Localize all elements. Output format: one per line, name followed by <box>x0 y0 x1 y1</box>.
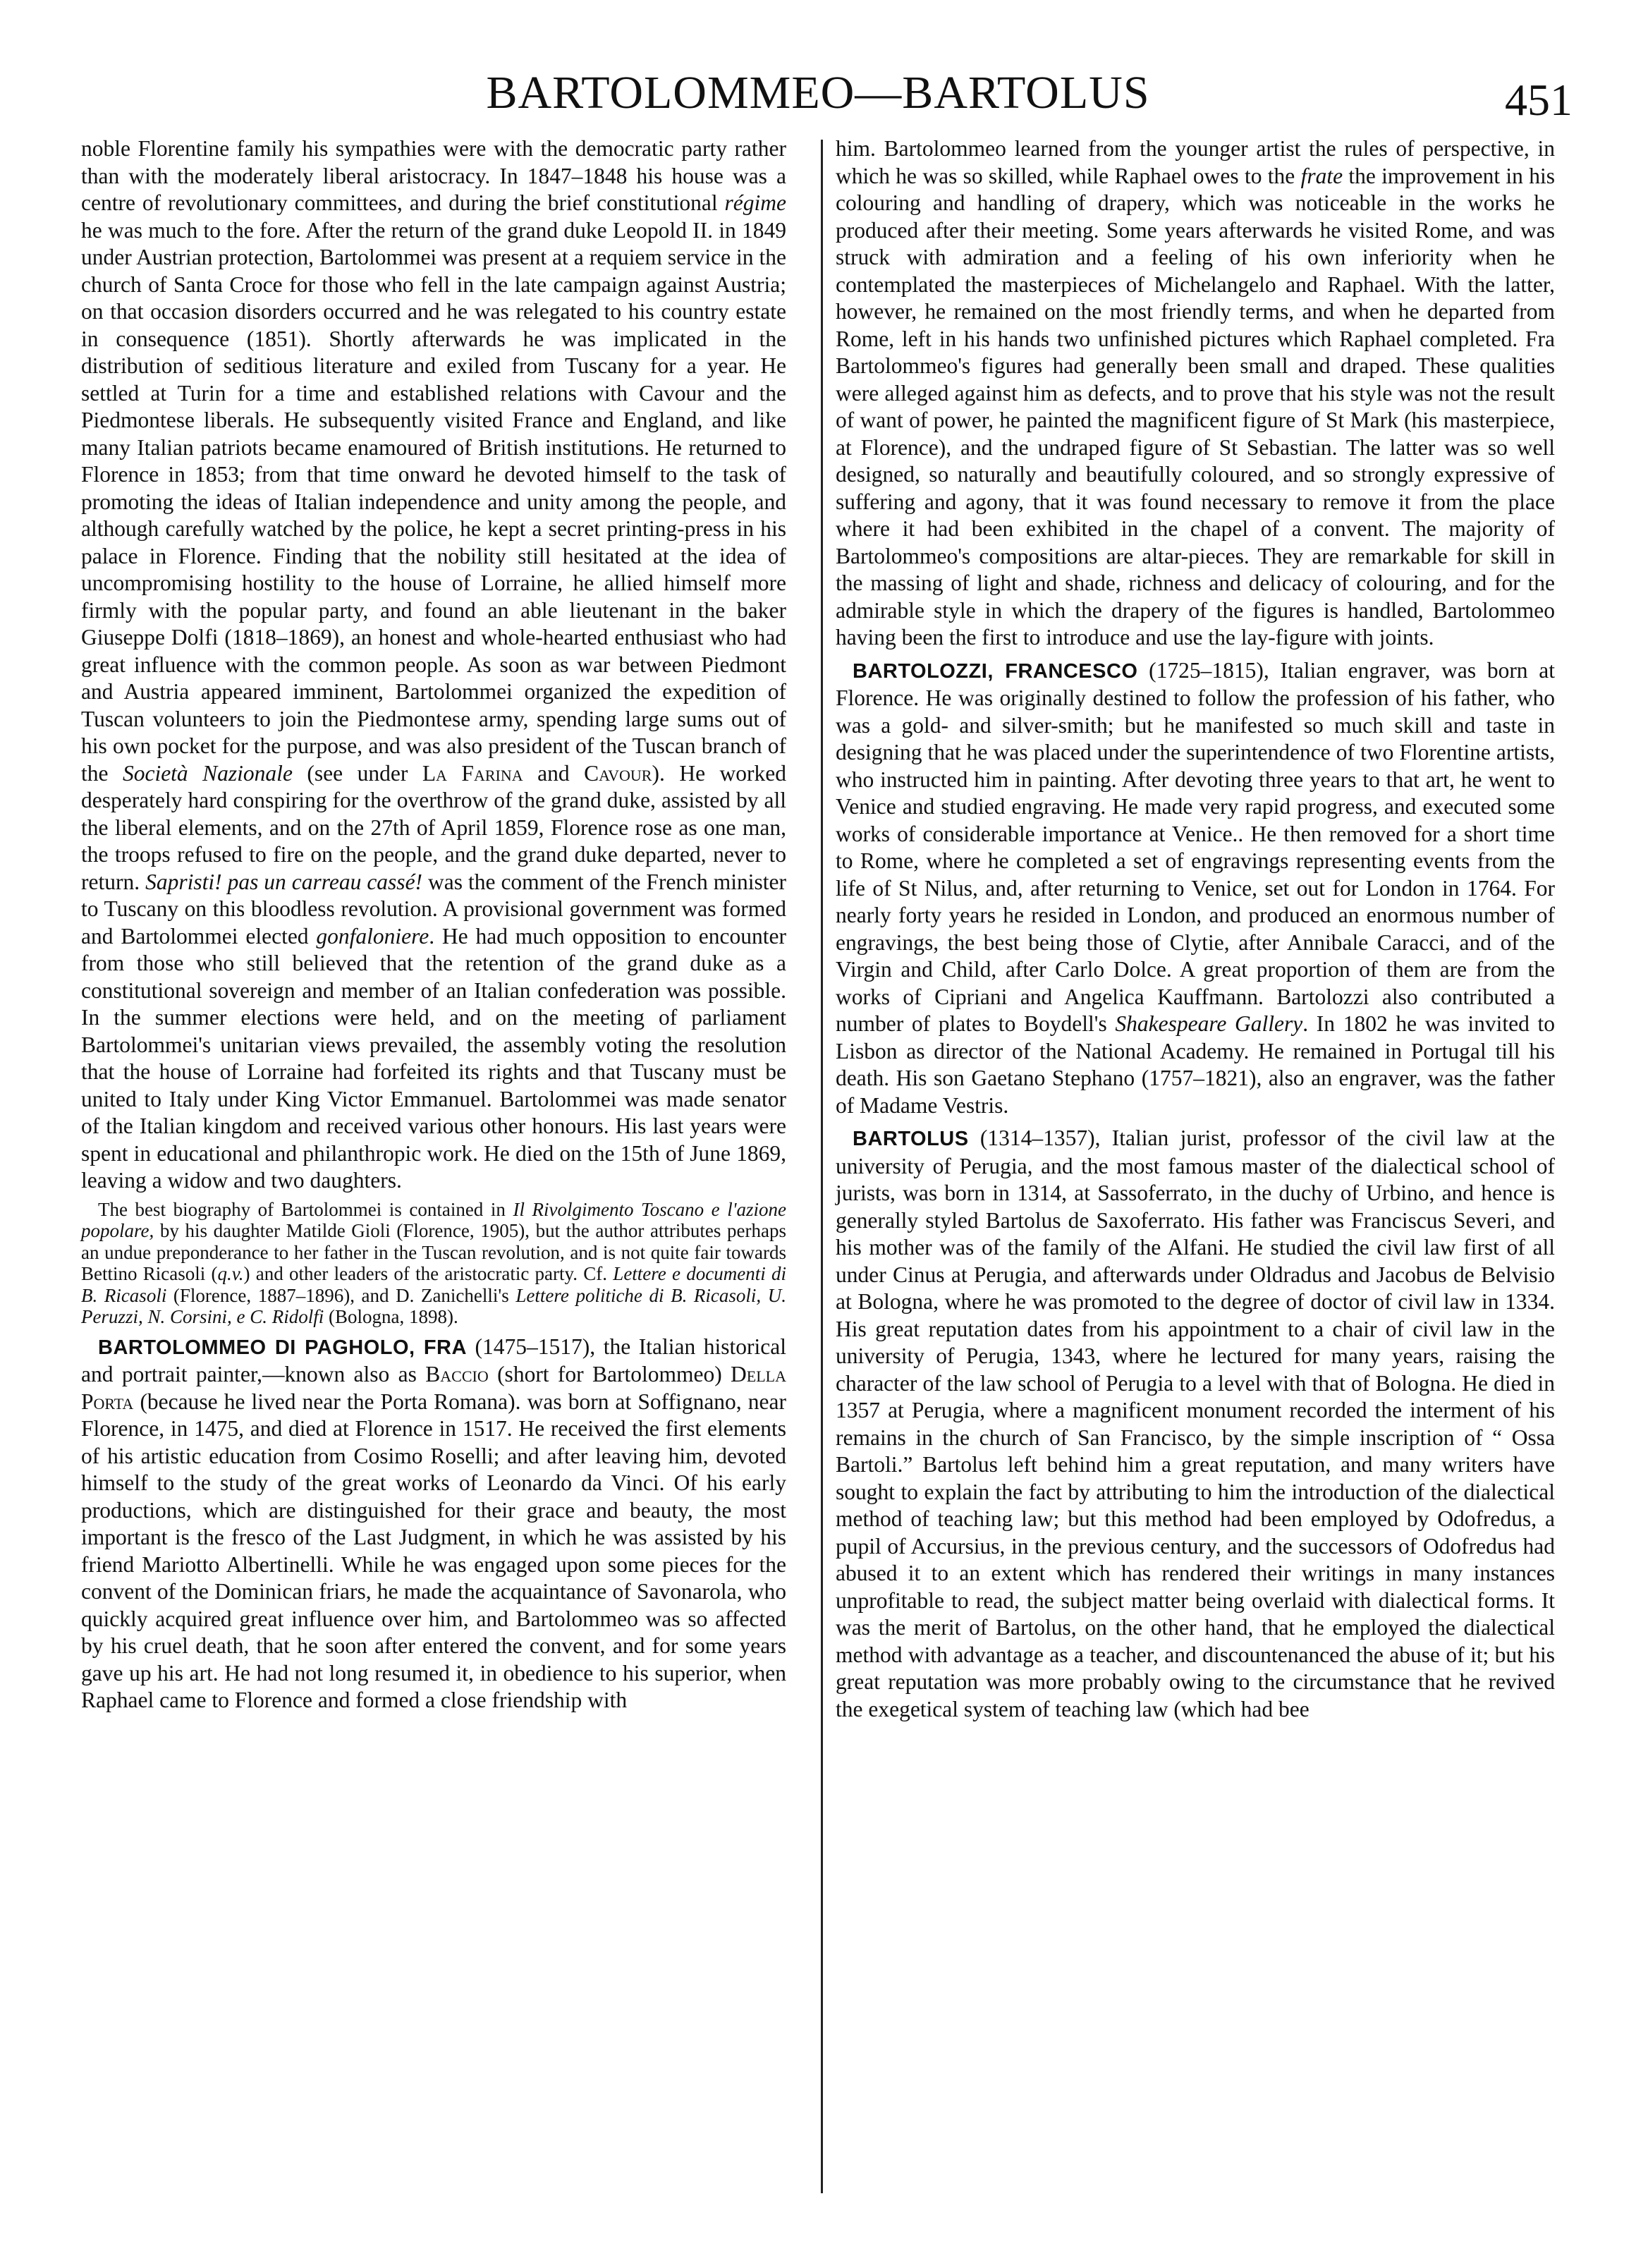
entry-bartolommeo: BARTOLOMMEO DI PAGHOLO, FRA (1475–1517), the Italian historical and portrait painter,—known also as Baccio (short for Bartolommeo) Della Porta (because he lived near the Porta Romana). was born at Soffignano, near Florence, in 1475, and died at Florence in 1517. He received the first elements of his artistic education from Cosimo Roselli; and after leaving him, devoted himself to the study of the great works of Leonardo da Vinci. Of his early productions, which are distinguished for their grace and beauty, the most important is the fresco of the Last Judgment, in which he was assisted by his friend Mariotto Albertinelli. While he was engaged upon some pieces for the convent of the Dominican friars, he made the acquaintance of Savonarola, who quickly acquired great influence over him, and Bartolommeo was so affected by his cruel death, that he soon after entered the convent, and for some years gave up his art. He had not long resumed it, in obedience to his superior, when Raphael came to Florence and formed a close friendship with <box>81 1334 787 1712</box>
entry-bartolozzi: BARTOLOZZI, FRANCESCO (1725–1815), Italian engraver, was born at Florence. He was originally destined to follow the profession of his father, who was a gold- and silver-smith; but he manifested so much skill and taste in designing that he was placed under the superintendence of two Florentine artists, who instructed him in painting. After devoting three years to that art, he went to Venice and studied engraving. He made very rapid progress, and executed some works of considerable importance at Venice.. He then removed for a short time to Rome, where he completed a set of engravings representing events from the life of St Nilus, and, after returning to Venice, set out for London in 1764. For nearly forty years he resided in London, and produced an enormous number of engravings, the best being those of Clytie, after Annibale Caracci, and of the Virgin and Child, after Carlo Dolce. A great proportion of them are from the works of Cipriani and Angelica Kauffmann. Bartolozzi also contributed a number of plates to Boydell's Shakespeare Gallery. In 1802 he was invited to Lisbon as director of the National Academy. He remained in Portugal till his death. His son Gaetano Stephano (1757–1821), also an engraver, was the father of Madame Vestris. <box>836 657 1556 1118</box>
bibliography-note: The best biography of Bartolommei is contained in Il Rivolgimento Toscano e l'azione popolare, by his daughter Matilde Gioli (Florence, 1905), but the author attributes perhaps an undue preponderance to her father in the Tuscan revolution, and is not quite fair towards Bettino Ricasoli (q.v.) and other leaders of the aristocratic party. Cf. Lettere e documenti di B. Ricasoli (Florence, 1887–1896), and D. Zanichelli's Lettere politiche di B. Ricasoli, U. Peruzzi, N. Corsini, e C. Ridolfi (Bologna, 1898). <box>81 1198 787 1327</box>
page-header <box>0 65 1636 125</box>
right-column <box>836 135 1555 1723</box>
entry-headword: BARTOLOZZI, FRANCESCO <box>853 659 1138 683</box>
entry-headword: BARTOLOMMEO DI PAGHOLO, FRA <box>98 1336 467 1359</box>
entry-bartolus: BARTOLUS (1314–1357), Italian jurist, professor of the civil law at the university of Perugia, and the most famous master of the dialectical school of jurists, was born in 1314, at Sassoferrato, in the duchy of Urbino, and hence is generally styled Bartolus de Saxoferrato. His father was Franciscus Severi, and his mother was of the family of the Alfani. He studied the civil law first of all under Cinus at Perugia, and afterwards under Oldradus and Jacobus de Belvisio at Bologna, where he was promoted to the degree of doctor of civil law in 1334. His great reputation dates from his appointment to a chair of civil law in the university of Perugia, 1343, where he lectured for many years, raising the character of the law school of Perugia to a level with that of Bologna. He died in 1357 at Perugia, where a magnificent monument recorded the interment of his remains in the church of San Francisco, by the simple inscription of “ Ossa Bartoli.” Bartolus left behind him a great reputation, and many writers have sought to explain the fact by attributing to him the introduction of the dialectical method of teaching law; but this method had been employed by Odofredus, a pupil of Accursius, in the previous century, and the successors of Odofredus had abused it to an extent which has rendered their writings in many instances unprofitable to read, the subject matter being overlaid with dialectical forms. It was the merit of Bartolus, on the other hand, that he employed the dialectical method with advantage as a teacher, and discountenanced the abuse of it; but his great reputation was more probably owing to the circumstance that he revived the exegetical system of teaching law (which had bee <box>836 1126 1555 1721</box>
page-number: 451 <box>1505 75 1573 125</box>
column-divider <box>821 140 823 2193</box>
entry-headword: BARTOLUS <box>853 1128 969 1150</box>
bartolommeo-continued: him. Bartolommeo learned from the younger artist the rules of perspective, in which he was so skilled, while Raphael owes to the frate the improvement in his colouring and handling of drapery, which was noticeable in the works he produced after their meeting. Some years afterwards he visited Rome, and was struck with admiration and a feeling of his own inferiority when he contemplated the masterpieces of Michelangelo and Raphael. With the latter, however, he remained on the most friendly terms, and when he departed from Rome, left in his hands two unfinished pictures which Raphael completed. Fra Bartolommeo's figures had generally been small and draped. These qualities were alleged against him as defects, and to prove that his style was not the result of want of power, he painted the magnificent figure of St Mark (his masterpiece, at Florence), and the undraped figure of St Sebastian. The latter was so well designed, so naturally and beautifully coloured, and so strongly expressive of suffering and agony, that it was found necessary to remove it from the place where it had been exhibited in the chapel of a convent. The majority of Bartolommeo's compositions are altar-pieces. They are remarkable for skill in the massing of light and shade, richness and delicacy of colouring, and for the admirable style in which the drapery of the figures is handled, Bartolommeo having been the first to introduce and use the lay-figure with joints. <box>836 136 1555 650</box>
running-title: BARTOLOMMEO—BARTOLUS <box>486 67 1150 118</box>
left-column <box>81 135 786 1714</box>
bartolommei-text: noble Florentine family his sympathies were with the democratic party rather than with the moderately liberal aristocracy. In 1847–1848 his house was a centre of revolutionary committees, and during the brief constitutional régime he was much to the fore. After the return of the grand duke Leopold II. in 1849 under Austrian protection, Bartolommei was present at a requiem service in the church of Santa Croce for those who fell in the late campaign against Austria; on that occasion disorders occurred and he was relegated to his country estate in consequence (1851). Shortly afterwards he was implicated in the distribution of seditious literature and exiled from Tuscany for a year. He settled at Turin for a time and established relations with Cavour and the Piedmontese liberals. He subsequently visited France and England, and like many Italian patriots became enamoured of British institutions. He returned to Florence in 1853; from that time onward he devoted himself to the task of promoting the ideas of Italian independence and unity among the people, and although carefully watched by the police, he kept a secret printing-press in his palace in Florence. Finding that the nobility still hesitated at the idea of uncompromising hostility to the house of Lorraine, he allied himself more firmly with the popular party, and found an able lieutenant in the baker Giuseppe Dolfi (1818–1869), an honest and whole-hearted enthusiast who had great influence with the common people. As soon as war between Piedmont and Austria appeared imminent, Bartolommei organized the expedition of Tuscan volunteers to join the Piedmontese army, spending large sums out of his own pocket for the purpose, and was also president of the Tuscan branch of the Società Nazionale (see under La Farina and Cavour). He worked desperately hard conspiring for the overthrow of the grand duke, assisted by all the liberal elements, and on the 27th of April 1859, Florence rose as one man, the troops refused to fire on the people, and the grand duke departed, never to return. Sapristi! pas un carreau cassé! was the comment of the French minister to Tuscany on this bloodless revolution. A provisional government was formed and Bartolommei elected gonfaloniere. He had much opposition to encounter from those who still believed that the retention of the grand duke as a constitutional sovereign and member of an Italian confederation was possible. In the summer elections were held, and on the meeting of parliament Bartolommei's unitarian views prevailed, the assembly voting the resolution that the house of Lorraine had forfeited its rights and that Tuscany must be united to Italy under King Victor Emmanuel. Bartolommei was made senator of the Italian kingdom and received various other honours. His last years were spent in educational and philanthropic work. He died on the 15th of June 1869, leaving a widow and two daughters. <box>81 136 787 1193</box>
